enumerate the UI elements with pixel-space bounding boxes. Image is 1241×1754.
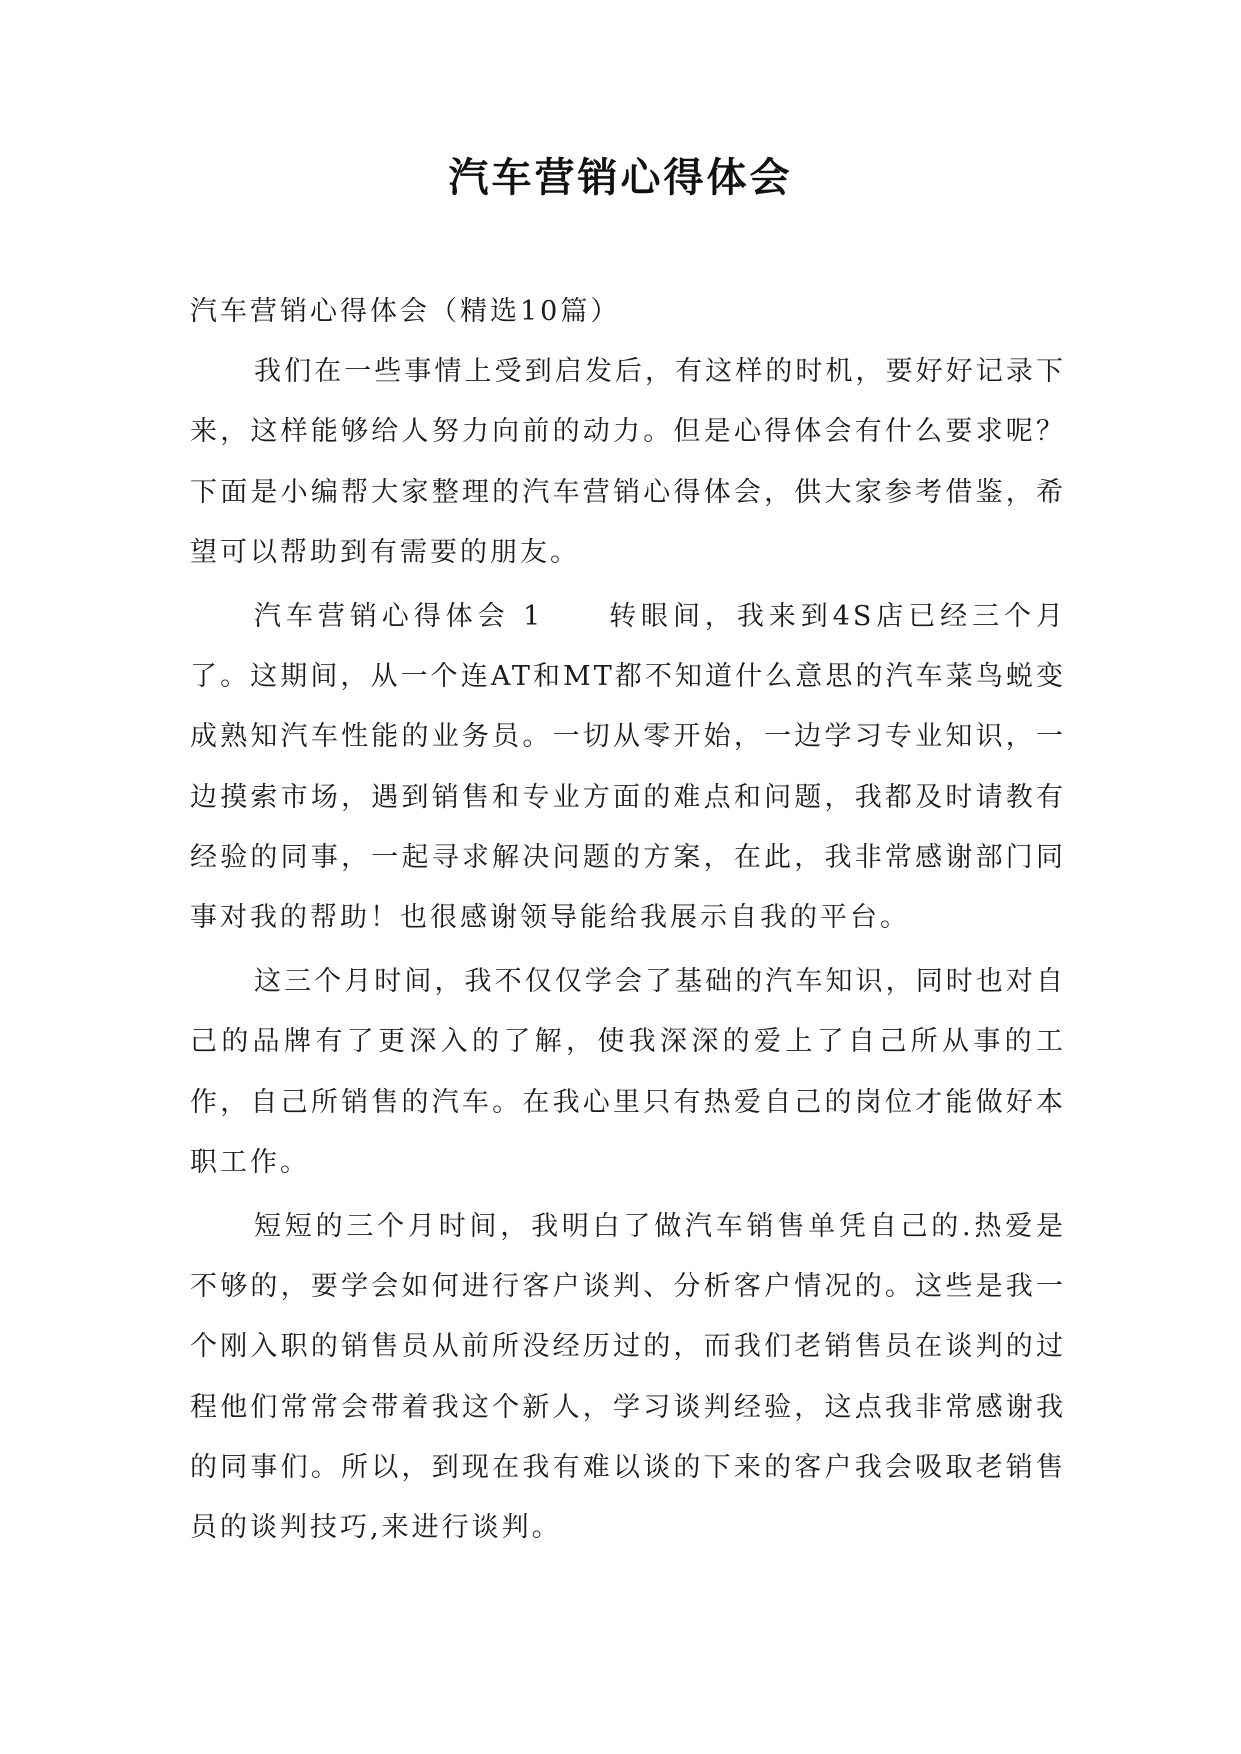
document-subtitle: 汽车营销心得体会（精选10篇）	[190, 296, 621, 327]
body-paragraph: 短短的三个月时间，我明白了做汽车销售单凭自己的.热爱是不够的，要学会如何进行客户谈判、分析客户情况的。这些是我一个刚入职的销售员从前所没经历过的，而我们老销售员在谈判的过程他们常常会带着我这个新人，学习谈判经验，这点我非常感谢我的同事们。所以，到现在我有难以谈的下来的客户我会吸取老销售员的谈判技巧,来进行谈判。	[190, 1211, 1066, 1544]
intro-paragraph: 我们在一些事情上受到启发后，有这样的时机，要好好记录下来，这样能够给人努力向前的动力。但是心得体会有什么要求呢？下面是小编帮大家整理的汽车营销心得体会，供大家参考借鉴，希望可以帮助到有需要的朋友。	[190, 356, 1066, 568]
document-body	[190, 282, 1066, 1562]
body-paragraph: 这三个月时间，我不仅仅学会了基础的汽车知识，同时也对自己的品牌有了更深入的了解，使我深深的爱上了自己所从事的工作，自己所销售的汽车。在我心里只有热爱自己的岗位才能做好本职工作。	[190, 966, 1066, 1178]
section-1-paragraph: 汽车营销心得体会 1 转眼间，我来到4S店已经三个月了。这期间，从一个连AT和MT都不知道什么意思的汽车菜鸟蜕变成熟知汽车性能的业务员。一切从零开始，一边学习专业知识，一边摸索市场，遇到销售和专业方面的难点和问题，我都及时请教有经验的同事，一起寻求解决问题的方案，在此，我非常感谢部门同事对我的帮助！也很感谢领导能给我展示自我的平台。	[190, 601, 1066, 934]
document-title: 汽车营销心得体会	[448, 155, 793, 201]
